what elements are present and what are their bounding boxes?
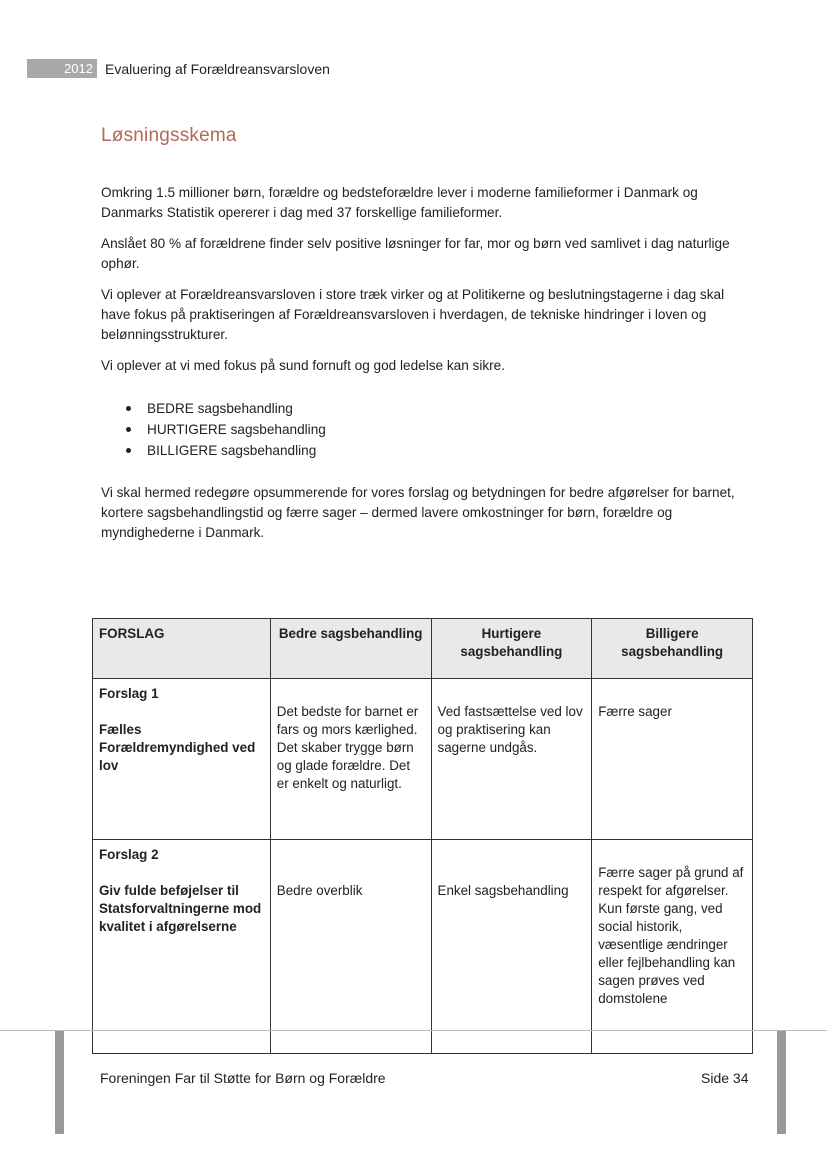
header-billigere: Billigere sagsbehandling [592, 619, 753, 679]
paragraph: Anslået 80 % af forældrene finder selv positive løsninger for far, mor og børn ved samlivet i dag naturlige ophør. [101, 236, 730, 271]
proposal-name: Giv fulde beføjelser til Statsforvaltningerne mod kvalitet i afgørelserne [99, 883, 262, 934]
bullet-list [101, 398, 751, 461]
body-content [101, 183, 751, 554]
proposal-cell [93, 679, 271, 840]
year-badge: 2012 [27, 59, 97, 78]
footer-organization: Foreningen Far til Støtte for Børn og Forældre [100, 1070, 386, 1086]
page-number: Side 34 [701, 1070, 749, 1086]
footer-bar-left [55, 1031, 64, 1134]
paragraph: Vi oplever at Forældreansvarsloven i store træk virker og at Politikerne og beslutningstagerne i dag skal have fokus på praktiseringen af Forældreansvarsloven i hverdagen, de tekniske hindringer i loven og belønningsstrukturer. [101, 287, 725, 342]
footer-bar-right [777, 1031, 786, 1134]
footer-divider [0, 1030, 827, 1031]
bullet-item: BEDRE sagsbehandling [147, 398, 751, 419]
hurtigere-cell: Enkel sagsbehandling [431, 840, 592, 1054]
billigere-cell: Færre sager på grund af respekt for afgørelser. Kun første gang, ved social historik, væsentlige ændringer eller fejlbehandling kan sagen prøves ved domstolene [592, 840, 753, 1054]
proposal-number: Forslag 1 [99, 686, 159, 701]
proposal-number: Forslag 2 [99, 847, 159, 862]
proposals-table [92, 618, 753, 1054]
proposal-cell [93, 840, 271, 1054]
proposal-name: Fælles Forældremyndighed ved lov [99, 722, 256, 773]
section-title: Løsningsskema [101, 125, 237, 146]
table-row [93, 840, 753, 1054]
bullet-item: HURTIGERE sagsbehandling [147, 419, 751, 440]
closing-paragraph: Vi skal hermed redegøre opsummerende for vores forslag og betydningen for bedre afgørelser for barnet, kortere sagsbehandlingstid og færre sager – dermed lavere omkostninger for børn, forældre og myndighederne i Danmark. [101, 485, 735, 540]
header-bedre: Bedre sagsbehandling [270, 619, 431, 679]
billigere-cell: Færre sager [592, 679, 753, 840]
page-header [27, 59, 330, 78]
table-row [93, 679, 753, 840]
paragraph: Vi oplever at vi med fokus på sund fornuft og god ledelse kan sikre. [101, 358, 506, 373]
paragraph: Omkring 1.5 millioner børn, forældre og bedsteforældre lever i moderne familieformer i Danmark og Danmarks Statistik opererer i dag med 37 forskellige familieformer. [101, 185, 698, 220]
bedre-cell: Bedre overblik [270, 840, 431, 1054]
header-forslag: FORSLAG [93, 619, 271, 679]
header-hurtigere: Hurtigere sagsbehandling [431, 619, 592, 679]
bedre-cell: Det bedste for barnet er fars og mors kærlighed. Det skaber trygge børn og glade forældre. Det er enkelt og naturligt. [270, 679, 431, 840]
document-title: Evaluering af Forældreansvarsloven [105, 60, 330, 77]
hurtigere-cell: Ved fastsættelse ved lov og praktisering kan sagerne undgås. [431, 679, 592, 840]
table-header-row [93, 619, 753, 679]
bullet-item: BILLIGERE sagsbehandling [147, 440, 751, 461]
